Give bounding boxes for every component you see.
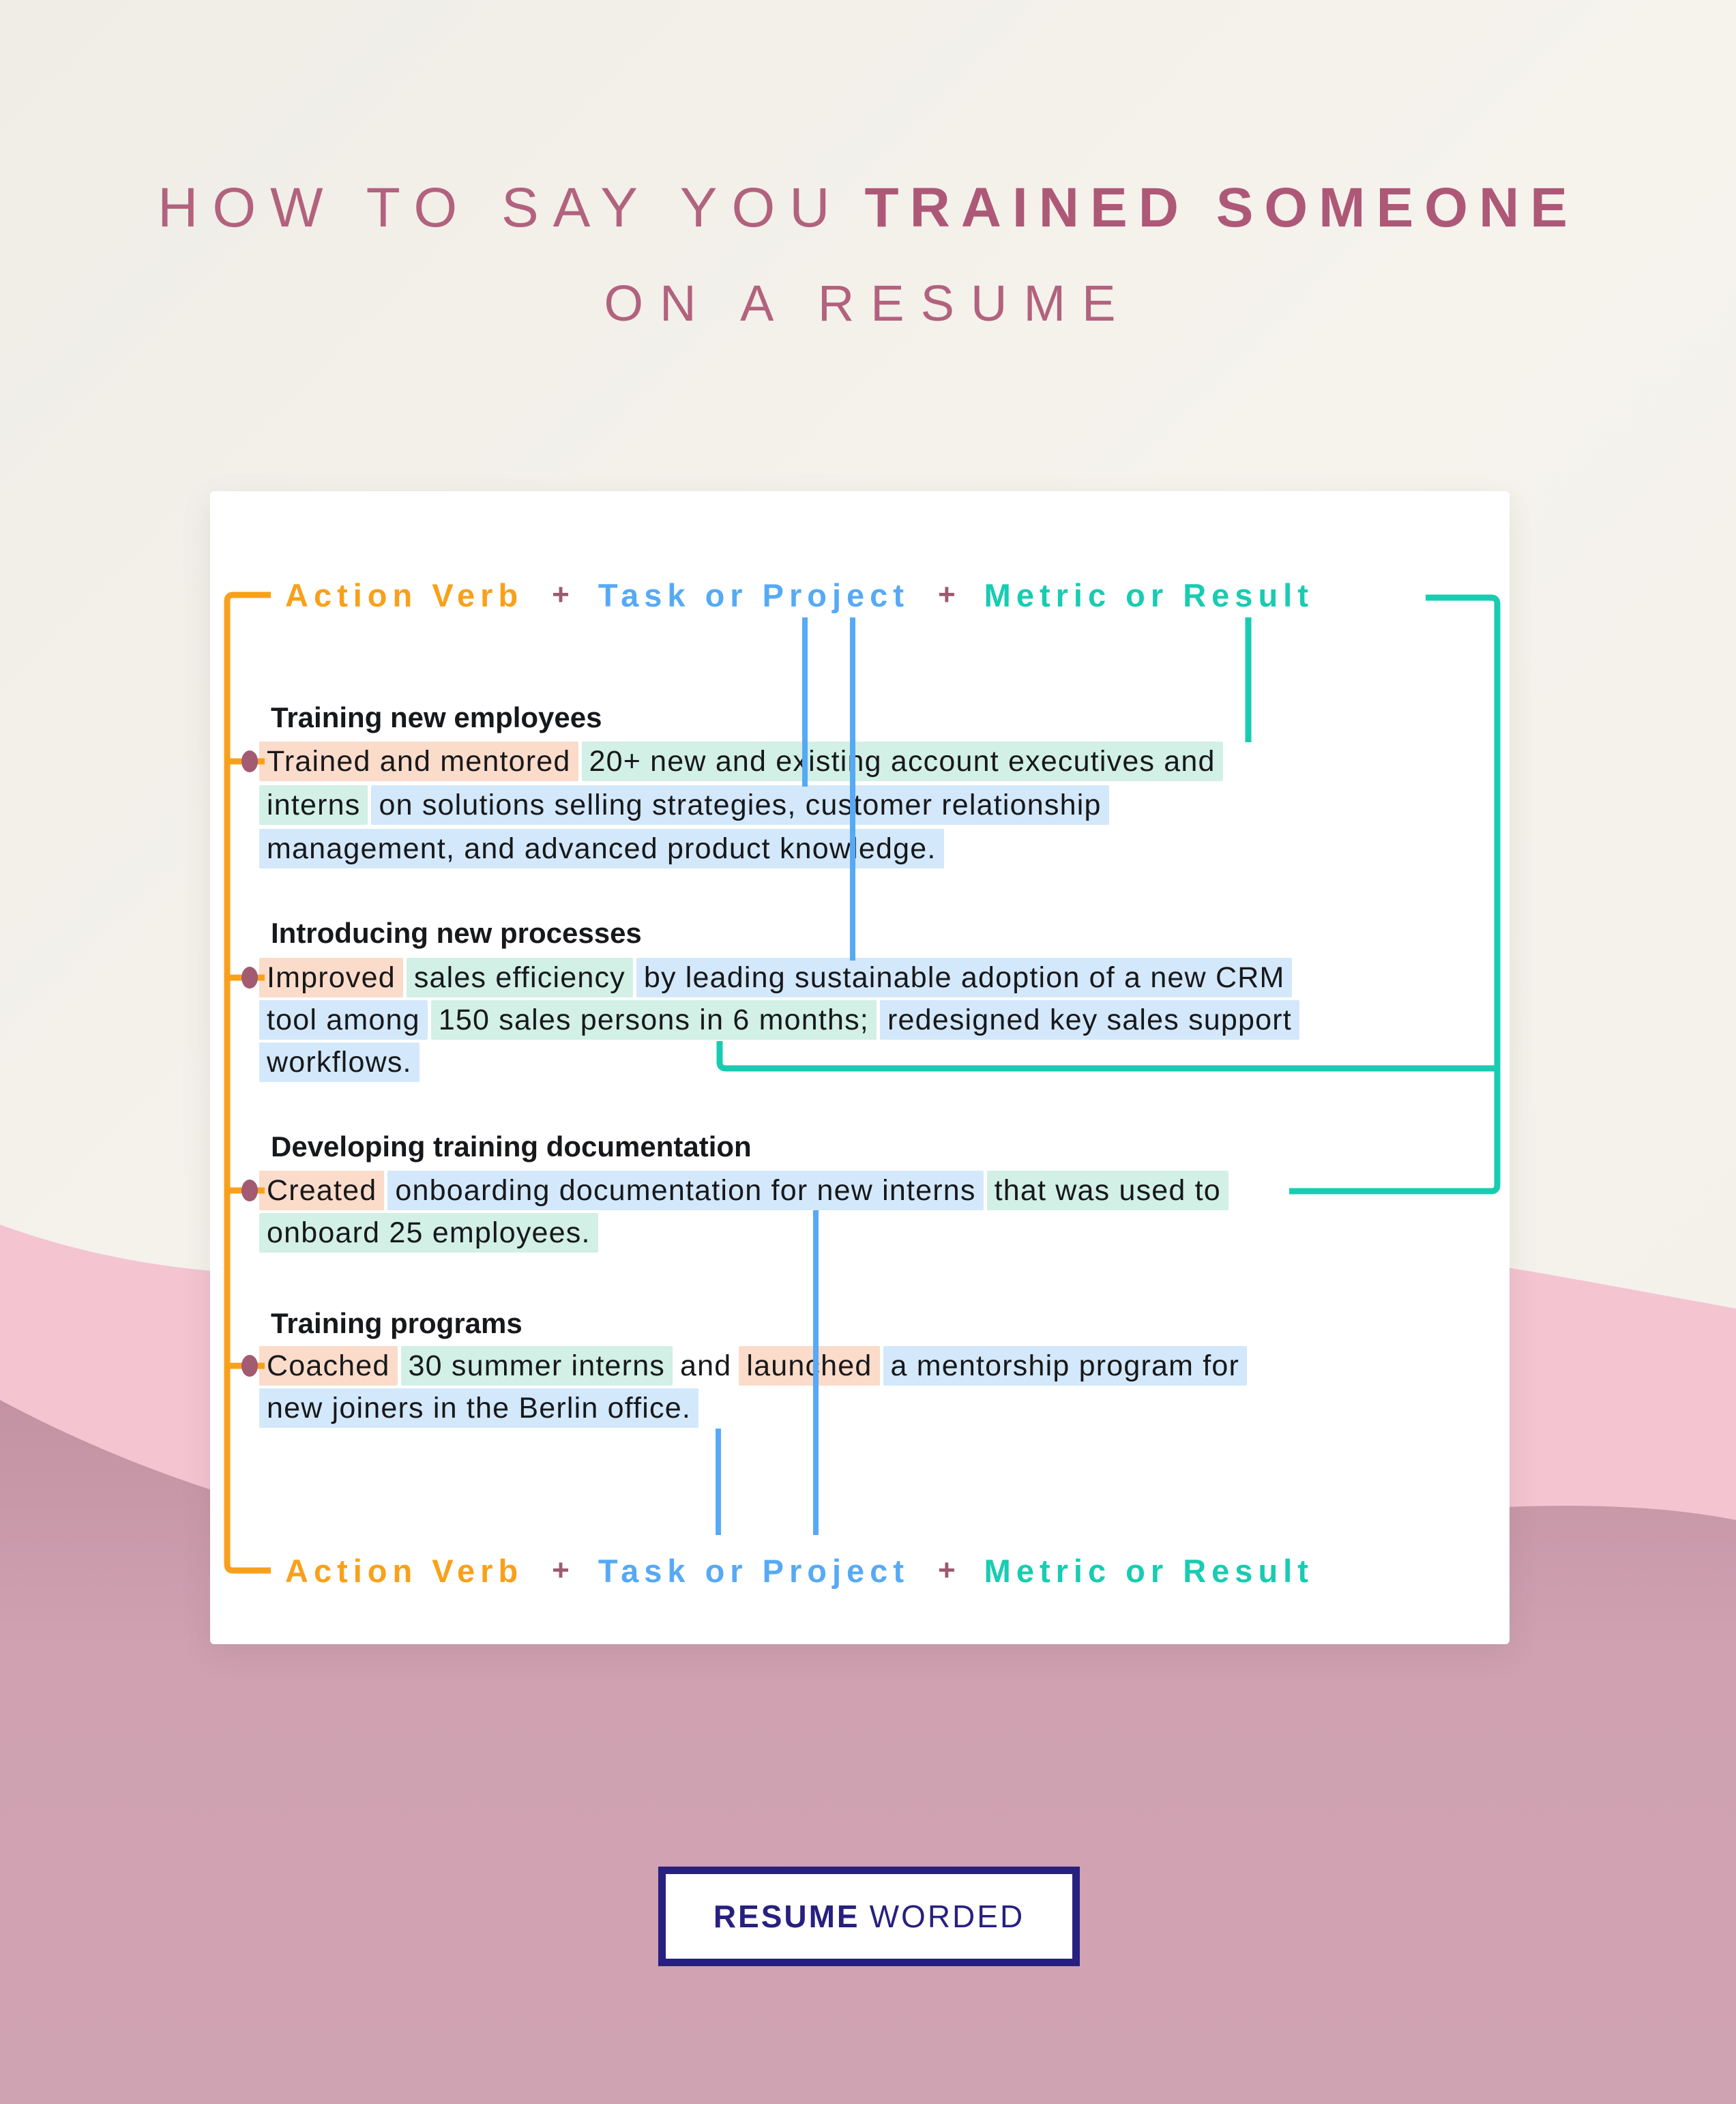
- section-heading: Developing training documentation: [271, 1130, 752, 1163]
- highlight-blue: on solutions selling strategies, customer relationship: [371, 785, 1108, 825]
- bullet-line: [259, 1169, 1229, 1212]
- title-light-part: HOW TO SAY YOU: [158, 177, 844, 239]
- bullet-line: [259, 1041, 420, 1083]
- highlight-blue: tool among: [259, 1000, 428, 1040]
- plus-sign: +: [937, 1553, 956, 1587]
- title-bold-part: TRAINED SOMEONE: [864, 177, 1578, 239]
- highlight-peach: launched: [739, 1346, 879, 1386]
- formula-action-verb: Action Verb: [285, 576, 524, 613]
- highlight-blue: by leading sustainable adoption of a new CRM: [636, 958, 1293, 997]
- bullet-line: [259, 740, 1223, 783]
- highlight-peach: Improved: [259, 958, 403, 997]
- highlight-mint: onboard 25 employees.: [259, 1213, 598, 1253]
- highlight-blue: a mentorship program for: [883, 1346, 1248, 1386]
- plus-sign: +: [552, 578, 570, 611]
- bullet-line: [259, 1345, 1247, 1387]
- section-heading: Introducing new processes: [271, 917, 642, 949]
- highlight-peach: Trained and mentored: [259, 742, 578, 781]
- section-heading: Training new employees: [271, 701, 602, 733]
- formula-metric-or-result: Metric or Result: [984, 1552, 1314, 1589]
- bullet-line: [259, 828, 944, 870]
- formula-action-verb: Action Verb: [285, 1552, 524, 1589]
- logo-text-bold: RESUME: [713, 1899, 860, 1934]
- bullet-line: [259, 956, 1292, 999]
- highlight-blue: workflows.: [259, 1042, 420, 1082]
- formula-metric-or-result: Metric or Result: [984, 576, 1314, 613]
- highlight-blue: redesigned key sales support: [880, 1000, 1299, 1040]
- highlight-mint: 20+ new and existing account executives and: [582, 742, 1223, 781]
- formula-task-or-project: Task or Project: [598, 576, 909, 613]
- highlight-peach: Coached: [259, 1346, 398, 1386]
- bullet-line: [259, 1212, 598, 1254]
- highlight-mint: that was used to: [987, 1171, 1229, 1210]
- logo-text-regular: WORDED: [869, 1899, 1025, 1934]
- highlight-blue: onboarding documentation for new interns: [387, 1171, 983, 1210]
- resume-worded-logo: [658, 1867, 1080, 1966]
- formula-task-or-project: Task or Project: [598, 1552, 909, 1589]
- bullet-line: [259, 999, 1299, 1041]
- highlight-blue: new joiners in the Berlin office.: [259, 1388, 698, 1428]
- text-segment: and: [680, 1349, 732, 1382]
- highlight-peach: Created: [259, 1171, 384, 1210]
- plus-sign: +: [552, 1553, 570, 1587]
- highlight-blue: management, and advanced product knowledge.: [259, 829, 944, 868]
- bullet-line: [259, 1387, 698, 1429]
- page-subtitle: ON A RESUME: [604, 275, 1132, 332]
- highlight-mint: interns: [259, 785, 368, 825]
- highlight-mint: sales efficiency: [407, 958, 633, 997]
- highlight-mint: 150 sales persons in 6 months;: [431, 1000, 877, 1040]
- highlight-mint: 30 summer interns: [401, 1346, 673, 1386]
- section-heading: Training programs: [271, 1307, 523, 1339]
- plus-sign: +: [937, 578, 956, 611]
- bullet-line: [259, 784, 1109, 826]
